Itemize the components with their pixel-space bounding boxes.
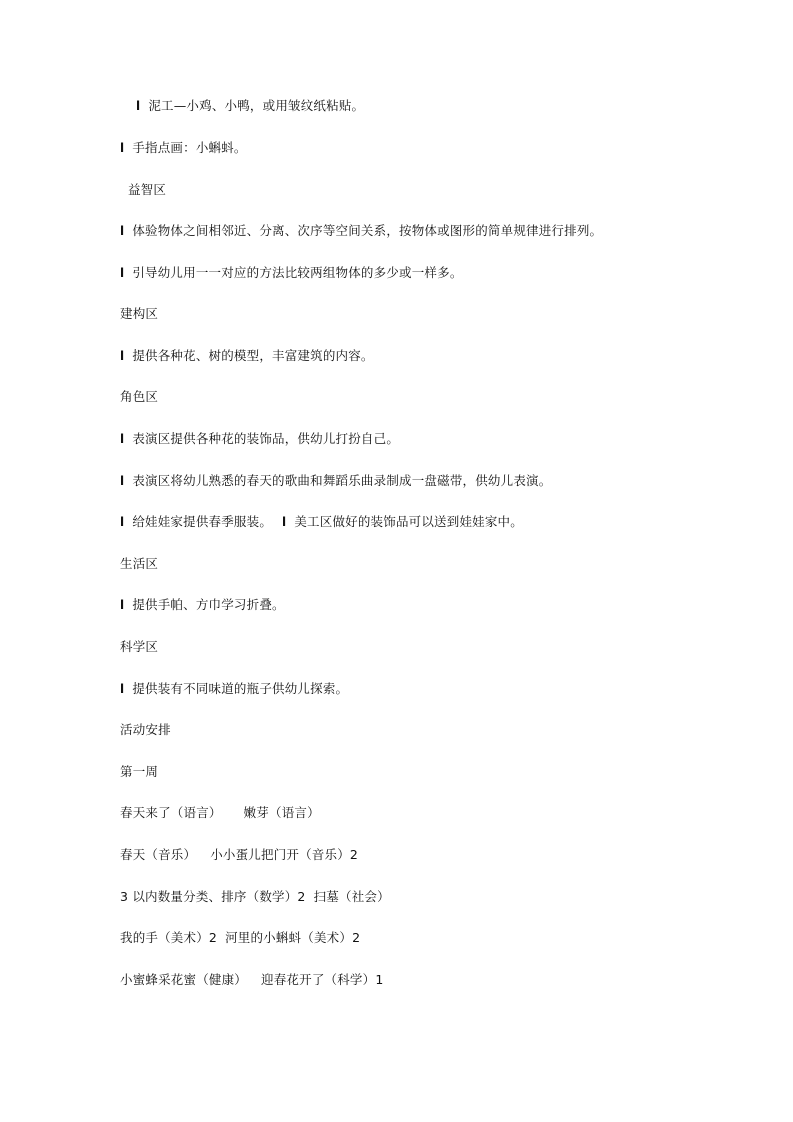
schedule-activity: 嫩芽（语言） [243,805,320,820]
section-heading: 建构区 [120,306,159,321]
bullet-icon: l [120,349,125,363]
schedule-activity: 小蜜蜂采花蜜（健康） [120,972,248,987]
list-item [120,511,523,533]
schedule-activity: 扫墓（社会） [313,889,390,904]
list-item [120,345,374,367]
schedule-activity: 春天来了（语言） [120,805,222,820]
bullet-icon: l [282,515,287,529]
list-item-text: 引导幼儿用一一对应的方法比较两组物体的多少或一样多。 [132,265,463,280]
schedule-row [120,969,383,991]
bullet-icon: l [120,266,125,280]
section-heading: 生活区 [120,556,159,571]
list-item-text: 手指点画：小蝌蚪。 [132,140,247,155]
bullet-icon: l [136,99,141,113]
schedule-activity: 河里的小蝌蚪（美术）2 [225,930,361,945]
list-item [120,678,348,700]
list-item [120,262,463,284]
section-heading: 科学区 [120,639,159,654]
list-item-text: 提供手帕、方巾学习折叠。 [132,597,285,612]
list-item-text: 提供各种花、树的模型，丰富建筑的内容。 [132,348,374,363]
schedule-activity: 小小蛋儿把门开（音乐）2 [210,847,359,862]
schedule-activity: 我的手（美术）2 [120,930,218,945]
bullet-icon: l [120,598,125,612]
bullet-icon: l [120,432,125,446]
list-item-text: 表演区提供各种花的装饰品，供幼儿打扮自己。 [132,431,400,446]
list-item [136,95,364,117]
bullet-icon: l [120,682,125,696]
list-item [120,220,602,242]
list-item [120,594,285,616]
schedule-activity: 迎春花开了（科学）1 [261,972,384,987]
schedule-row [120,886,390,908]
list-item-text: 提供装有不同味道的瓶子供幼儿探索。 [132,681,349,696]
section-heading: 活动安排 [120,722,171,737]
bullet-icon: l [120,224,125,238]
week-heading: 第一周 [120,764,159,779]
schedule-row [120,927,360,949]
bullet-icon: l [120,474,125,488]
section-heading: 益智区 [128,182,167,197]
list-item-text: 体验物体之间相邻近、分离、次序等空间关系，按物体或图形的简单规律进行排列。 [132,223,603,238]
list-item-text: 泥工—小鸡、小鸭，或用皱纹纸粘贴。 [148,98,365,113]
list-item [120,137,247,159]
schedule-row [120,802,320,824]
schedule-activity: 3 以内数量分类、排序（数学）2 [120,889,306,904]
section-heading: 角色区 [120,389,159,404]
bullet-icon: l [120,141,125,155]
list-item-text: 美工区做好的装饰品可以送到娃娃家中。 [294,514,523,529]
list-item-text: 表演区将幼儿熟悉的春天的歌曲和舞蹈乐曲录制成一盘磁带，供幼儿表演。 [132,473,552,488]
list-item [120,428,399,450]
schedule-activity: 春天（音乐） [120,847,197,862]
list-item-text: 给娃娃家提供春季服装。 [132,514,273,529]
schedule-row [120,844,358,866]
list-item [120,470,551,492]
bullet-icon: l [120,515,125,529]
